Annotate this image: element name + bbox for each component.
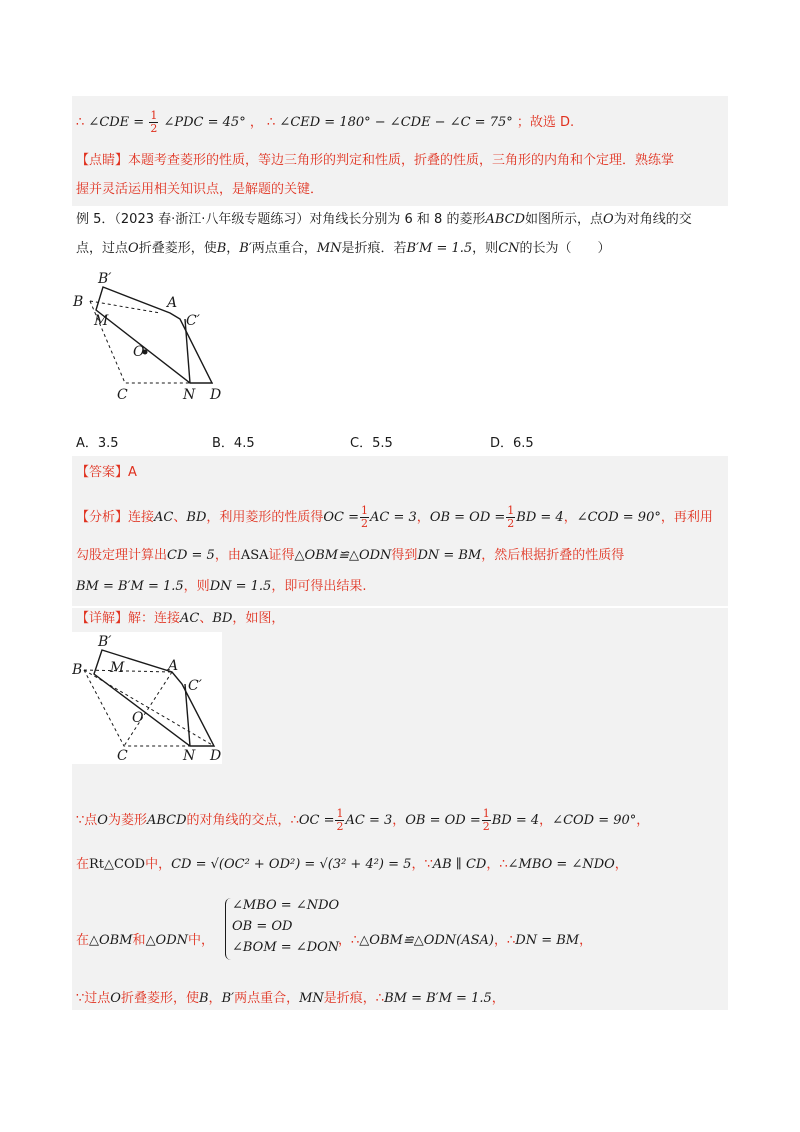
fig2-label-bprime: B′ xyxy=(98,634,112,650)
system-eq-1: ∠MBO = ∠NDO xyxy=(232,898,340,913)
proof-line-2: 在Rt△COD中，CD = √(OC² + OD²) = √(3² + 4²) = 5，∵AB ∥ CD，∴∠MBO = ∠NDO， xyxy=(76,857,628,872)
system-eq-3: ∠BOM = ∠DON xyxy=(232,940,340,955)
option-b[interactable]: B．4.5 xyxy=(212,436,255,451)
detail-intro: 【详解】解：连接AC、BD，如图， xyxy=(76,611,285,626)
fig2-label-n: N xyxy=(183,748,196,764)
label-n: N xyxy=(183,387,196,403)
option-c[interactable]: C．5.5 xyxy=(350,436,393,451)
answer-line xyxy=(76,464,137,482)
proof-line-3-left: 在△OBM和△ODN中， xyxy=(76,933,215,948)
fig2-label-c: C xyxy=(117,748,128,764)
answer-value: A xyxy=(128,465,137,480)
label-cprime: C′ xyxy=(186,313,200,329)
question-line-2: 点，过点O折叠菱形，使B，B′两点重合，MN是折痕．若B′M = 1.5，则CN的长为（ ） xyxy=(76,241,611,256)
rhombus-figure-1 xyxy=(70,266,240,406)
fraction-half: $\frac{1}{2}$ xyxy=(150,109,158,135)
label-b: B xyxy=(73,294,84,310)
label-c: C xyxy=(117,387,128,403)
fig2-label-a: A xyxy=(168,658,179,674)
option-d[interactable]: D．6.5 xyxy=(490,436,534,451)
analysis-line-1: 【分析】连接AC、BD，利用菱形的性质得OC = $\frac{1}{2}$ AC = 3，OB = OD = $\frac{1}{2}$ BD = 4，∠COD = 90°，再利用 xyxy=(76,504,713,530)
label-a: A xyxy=(167,295,178,311)
comment-tag: 【点睛】 xyxy=(76,153,129,168)
comment-line-1: 【点睛】本题考查菱形的性质，等边三角形的判定和性质，折叠的性质，三角形的内角和个定理．熟练掌 xyxy=(76,153,675,168)
label-bprime: B′ xyxy=(98,271,112,287)
detail-tag: 【详解】 xyxy=(76,611,129,626)
top-line-1: ∴ ∠CDE = $\frac{1}{2}$ ∠PDC = 45° ， ∴ ∠CED = 180° − ∠CDE − ∠C = 75° ；故选 D. xyxy=(76,109,575,135)
fig2-label-m: M xyxy=(110,660,125,676)
analysis-line-3: BM = B′M = 1.5，则DN = 1.5，即可得出结果. xyxy=(76,579,367,594)
proof-line-3-right: ，∴△OBM≌△ODN(ASA)，∴DN = BM， xyxy=(338,933,593,948)
question-line-1: 例 5．（2023 春·浙江·八年级专题练习）对角线长分别为 6 和 8 的菱形ABCD如图所示，点O为对角线的交 xyxy=(76,212,692,227)
fig2-label-o: O xyxy=(132,710,144,726)
system-eq-2: OB = OD xyxy=(232,919,293,934)
answer-tag: 【答案】 xyxy=(76,465,129,480)
proof-line-1: ∵点O为菱形ABCD的对角线的交点，∴OC = $\frac{1}{2}$ AC = 3，OB = OD = $\frac{1}{2}$ BD = 4，∠COD = 90°， xyxy=(76,807,650,833)
option-a[interactable]: A．3.5 xyxy=(76,436,119,451)
fig2-label-b: B xyxy=(72,662,83,678)
proof-line-4: ∵过点O折叠菱形，使B，B′两点重合，MN是折痕，∴BM = B′M = 1.5， xyxy=(76,991,505,1006)
label-m: M xyxy=(94,313,109,329)
fig2-label-d: D xyxy=(210,748,222,764)
comment-line-2: 握并灵活运用相关知识点，是解题的关键． xyxy=(76,182,324,197)
analysis-line-2: 勾股定理计算出CD = 5，由ASA证得△OBM≌△ODN得到DN = BM，然后根据折叠的性质得 xyxy=(76,548,625,563)
label-o: O xyxy=(133,344,145,360)
fig2-label-cprime: C′ xyxy=(188,678,202,694)
rhombus-figure-2 xyxy=(72,632,222,764)
label-d: D xyxy=(210,387,222,403)
analysis-tag: 【分析】 xyxy=(76,510,129,525)
